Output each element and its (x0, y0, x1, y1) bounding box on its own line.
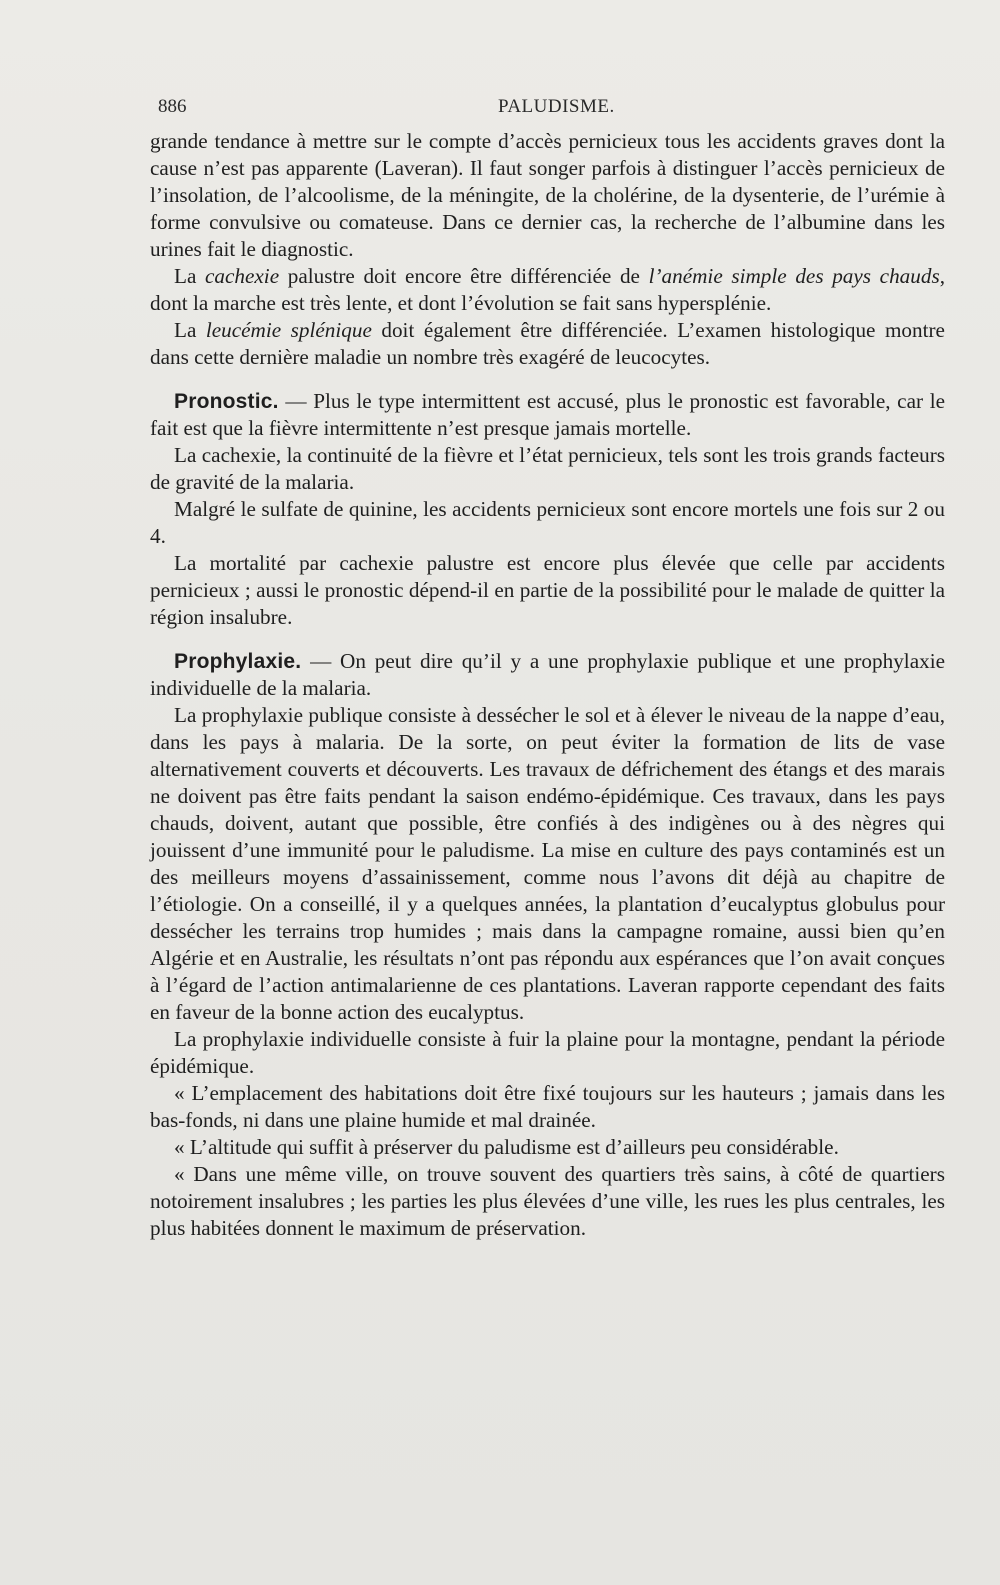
paragraph-gravity-factors: La cachexie, la continuité de la fièvre et l’état pernicieux, tels sont les trois grands facteurs de gravité de la malaria. (150, 443, 945, 494)
italic-term: l’anémie simple des pays chauds (648, 264, 940, 288)
italic-term: cachexie (205, 264, 280, 288)
paragraph-quote-habitations: « L’emplacement des habitations doit être fixé toujours sur les hauteurs ; jamais dans les bas-fonds, ni dans une plaine humide et mal drainée. (150, 1081, 945, 1132)
running-title: PALUDISME. (498, 96, 615, 117)
text-segment: — Plus le type intermittent est accusé, plus le pronostic est favorable, car le fait est que la fièvre intermittente n’est presque jamais mortelle. (150, 389, 945, 440)
paragraph-cachexie (150, 263, 945, 317)
paragraph-quote-quartiers: « Dans une même ville, on trouve souvent des quartiers très sains, à côté de quartiers notoirement insalubres ; les parties les plus élevées d’une ville, les rues les plus centrales, les plus habitées donnent le maximum de préservation. (150, 1162, 945, 1240)
paragraph-quote-altitude: « L’altitude qui suffit à préserver du paludisme est d’ailleurs peu considérable. (174, 1135, 839, 1159)
text-segment: — On peut dire qu’il y a une prophylaxie publique et une prophylaxie individuelle de la malaria. (150, 649, 945, 700)
paragraph-individual-prophylaxis: La prophylaxie individuelle consiste à fuir la plaine pour la montagne, pendant la période épidémique. (150, 1027, 945, 1078)
page-number: 886 (158, 96, 187, 117)
paragraph-mortality: La mortalité par cachexie palustre est encore plus élevée que celle par accidents pernicieux ; aussi le pronostic dépend-il en partie de la possibilité pour le malade de quitter la région insalubre. (150, 551, 945, 629)
paragraph-differential-diagnosis: grande tendance à mettre sur le compte d’accès pernicieux tous les accidents graves dont la cause n’est pas apparente (Laveran). Il faut songer parfois à distinguer l’accès pernicieux de l’insolation, de l’alcoolisme, de la méningite, de la cholérine, de la dysenterie, de l’urémie à forme convulsive ou comateuse. Dans ce dernier cas, la recherche de l’albumine dans les urines fait le diagnostic. (150, 129, 945, 261)
italic-term: leucémie splénique (205, 318, 372, 342)
paragraph-pronostic (150, 388, 945, 442)
text-segment: palustre doit encore être différenciée de (279, 264, 649, 288)
section-heading-pronostic: Pronostic. (174, 390, 279, 413)
paragraph-quinine: Malgré le sulfate de quinine, les accidents pernicieux sont encore mortels une fois sur 2 ou 4. (150, 497, 945, 548)
text-segment: La (174, 318, 206, 342)
body-text (150, 128, 945, 1242)
text-segment: , dont la marche est très lente, et dont l’évolution se fait sans hypersplénie. (150, 264, 945, 315)
paragraph-prophylaxie (150, 648, 945, 702)
section-heading-prophylaxie: Prophylaxie. (174, 650, 302, 673)
text-segment: doit également être différenciée. L’examen histologique montre dans cette dernière maladie un nombre très exagéré de leucocytes. (150, 318, 945, 369)
text-segment: La (174, 264, 205, 288)
page-header (158, 96, 944, 126)
paragraph-leucemie (150, 317, 945, 371)
paragraph-public-prophylaxis: La prophylaxie publique consiste à dessécher le sol et à élever le niveau de la nappe d’eau, dans les pays à malaria. De la sorte, on peut éviter la formation de lits de vase alternativement couverts et découverts. Les travaux de défrichement des étangs et des marais ne doivent pas être faits pendant la saison endémo-épidémique. Ces travaux, dans les pays chauds, doivent, autant que possible, être confiés à des indigènes ou à des nègres qui jouissent d’une immunité pour le paludisme. La mise en culture des pays contaminés est un des meilleurs moyens d’assainissement, comme nous l’avons dit déjà au chapitre de l’étiologie. On a conseillé, il y a quelques années, la plantation d’eucalyptus globulus pour dessécher les terrains trop humides ; mais dans la campagne romaine, aussi bien qu’en Algérie et en Australie, les résultats n’ont pas répondu aux espérances que l’on avait conçues à l’égard de l’action antimalarienne de ces plantations. Laveran rapporte cependant des faits en faveur de la bonne action des eucalyptus. (150, 703, 945, 1024)
